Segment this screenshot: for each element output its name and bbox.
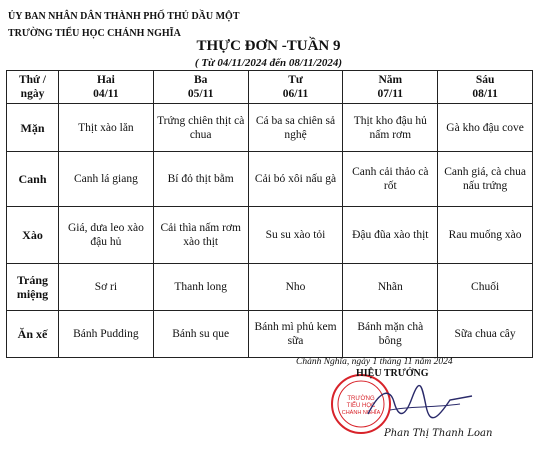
signing-date: Chánh Nghĩa, ngày 1 tháng 11 năm 2024 xyxy=(296,357,453,367)
menu-cell: Giá, dưa leo xào đậu hủ xyxy=(59,207,154,264)
menu-cell: Bánh Pudding xyxy=(59,311,154,358)
menu-cell: Bánh su que xyxy=(153,311,248,358)
school-name: TRƯỜNG TIỂU HỌC CHÁNH NGHĨA xyxy=(8,28,181,39)
row-label: Xào xyxy=(7,207,59,264)
menu-cell: Đậu đũa xào thịt xyxy=(343,207,438,264)
menu-cell: Bánh mì phủ kem sữa xyxy=(248,311,343,358)
table-row xyxy=(7,207,533,264)
menu-cell: Sơ ri xyxy=(59,264,154,311)
menu-cell: Sữa chua cây xyxy=(438,311,533,358)
day-date: 08/11 xyxy=(472,88,498,100)
signature-icon xyxy=(360,380,480,428)
corner-cell xyxy=(7,71,59,104)
day-name: Tư xyxy=(288,74,303,86)
seal-line: CHÁNH NGHĨA xyxy=(341,410,381,416)
principal-title: HIỆU TRƯỞNG xyxy=(356,368,429,379)
table-row xyxy=(7,311,533,358)
menu-cell: Nhãn xyxy=(343,264,438,311)
menu-cell: Cá ba sa chiên sả nghệ xyxy=(248,104,343,152)
menu-cell: Canh giá, cà chua nấu trứng xyxy=(438,152,533,207)
day-date: 05/11 xyxy=(187,88,214,100)
menu-table xyxy=(6,70,533,358)
day-name: Hai xyxy=(96,74,115,86)
corner-line: Thứ / xyxy=(18,74,47,86)
menu-cell: Cải thìa nấm rơm xào thịt xyxy=(153,207,248,264)
menu-title: THỰC ĐƠN -TUẦN 9 xyxy=(196,38,341,54)
column-header xyxy=(153,71,248,104)
menu-cell: Su su xào tỏi xyxy=(248,207,343,264)
day-date: 04/11 xyxy=(93,88,119,100)
seal-line: TIỂU HỌC xyxy=(346,403,376,409)
day-date: 07/11 xyxy=(377,88,404,100)
menu-cell: Nho xyxy=(248,264,343,311)
menu-cell: Gà kho đậu cove xyxy=(438,104,533,152)
seal-line: TRƯỜNG xyxy=(347,396,375,402)
column-header xyxy=(59,71,154,104)
menu-cell: Bánh mặn chà bông xyxy=(343,311,438,358)
signer-name: Phan Thị Thanh Loan xyxy=(384,428,493,439)
day-name: Sáu xyxy=(475,74,495,86)
menu-cell: Thanh long xyxy=(153,264,248,311)
table-row xyxy=(7,104,533,152)
corner-line: ngày xyxy=(20,88,45,100)
date-range: ( Từ 04/11/2024 đến 08/11/2024) xyxy=(194,57,343,69)
table-row xyxy=(7,152,533,207)
day-date: 06/11 xyxy=(282,88,309,100)
menu-cell: Canh lá giang xyxy=(59,152,154,207)
menu-cell: Thịt xào lăn xyxy=(59,104,154,152)
day-name: Năm xyxy=(378,74,403,86)
table-header-row xyxy=(7,71,533,104)
menu-cell: Trứng chiên thịt cà chua xyxy=(153,104,248,152)
row-label: Tráng miệng xyxy=(7,264,59,311)
column-header xyxy=(343,71,438,104)
document-header xyxy=(8,8,240,42)
committee-name: ỦY BAN NHÂN DÂN THÀNH PHỐ THỦ DẦU MỘT xyxy=(8,11,240,22)
menu-cell: Bí đỏ thịt bằm xyxy=(153,152,248,207)
column-header xyxy=(438,71,533,104)
menu-cell: Chuối xyxy=(438,264,533,311)
menu-cell: Thịt kho đậu hủ nấm rơm xyxy=(343,104,438,152)
day-name: Ba xyxy=(193,74,208,86)
table-row xyxy=(7,264,533,311)
menu-cell: Cải bó xôi nấu gà xyxy=(248,152,343,207)
menu-cell: Rau muống xào xyxy=(438,207,533,264)
menu-cell: Canh cải thảo cà rốt xyxy=(343,152,438,207)
row-label: Mặn xyxy=(7,104,59,152)
column-header xyxy=(248,71,343,104)
row-label: Canh xyxy=(7,152,59,207)
row-label: Ăn xế xyxy=(7,311,59,358)
